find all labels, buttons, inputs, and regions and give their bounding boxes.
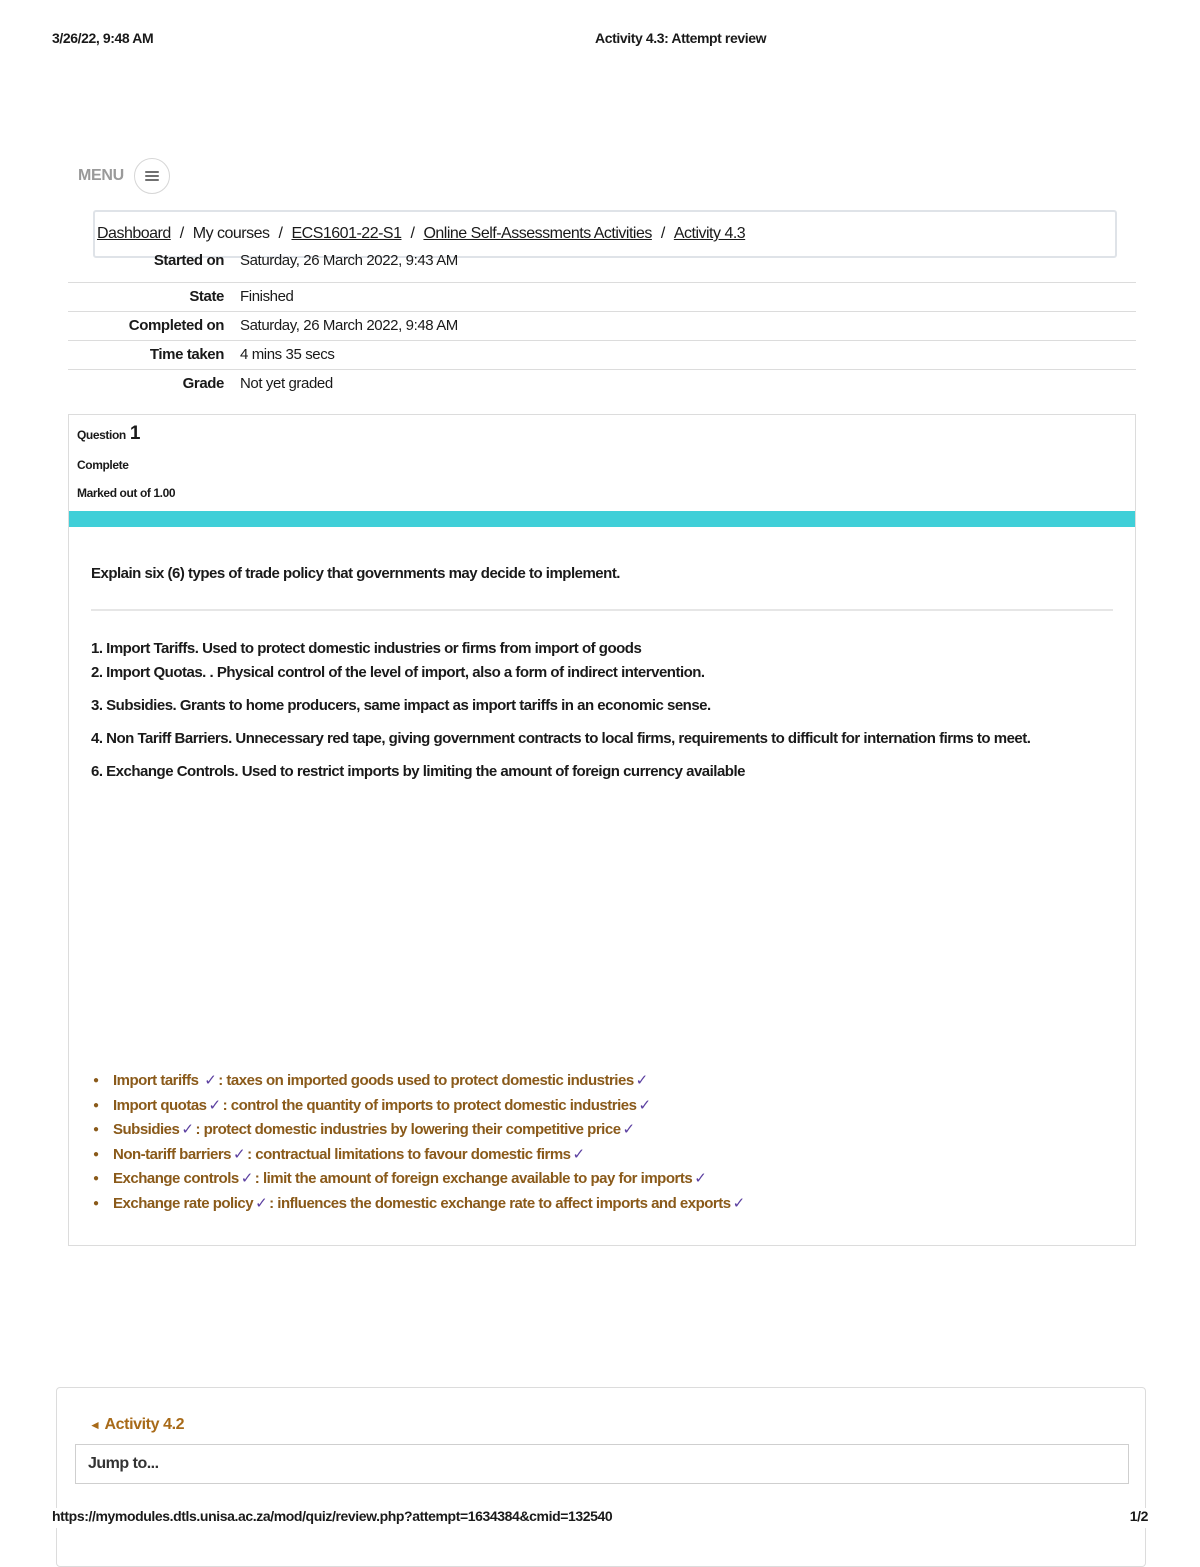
summary-row-time (68, 340, 1136, 369)
menu[interactable] (78, 156, 170, 196)
question-divider (91, 609, 1113, 611)
feedback-term: Exchange rate policy (113, 1194, 254, 1212)
summary-row-grade (68, 369, 1136, 398)
checkmark-icon: ✓ (204, 1072, 217, 1089)
summary-label: Completed on (128, 317, 224, 334)
checkmark-icon: ✓ (732, 1194, 745, 1212)
breadcrumb-separator: / (278, 225, 283, 242)
checkmark-icon: ✓ (572, 1145, 585, 1163)
breadcrumb-separator: / (179, 225, 184, 242)
question-number-label: Question (77, 428, 126, 442)
feedback-item: ● Import quotas ✓ : control the quantity of imports to protect domestic industries ✓ (93, 1094, 747, 1119)
checkmark-icon: ✓ (255, 1194, 268, 1212)
summary-row-completed (68, 311, 1136, 340)
feedback-term: Non-tariff barriers (113, 1145, 232, 1163)
menu-label[interactable]: MENU (78, 167, 124, 184)
print-footer (52, 1508, 1148, 1528)
menu-button[interactable] (134, 158, 170, 194)
feedback-term: Import quotas (113, 1096, 207, 1114)
activity-navigation (56, 1387, 1146, 1567)
question-number (77, 423, 175, 449)
checkmark-icon: ✓ (208, 1096, 221, 1114)
answer-line: 4. Non Tariff Barriers. Unnecessary red tape, giving government contracts to local firms, requirements to difficult for internation firms to meet. (91, 730, 1031, 747)
print-date: 3/26/22, 9:48 AM (52, 30, 154, 46)
summary-row-state (68, 282, 1136, 311)
summary-label: Started on (153, 252, 224, 269)
checkmark-icon: ✓ (240, 1170, 253, 1188)
feedback-item: ● Exchange controls ✓ : limit the amount of foreign exchange available to pay for imports ✓ (93, 1167, 747, 1192)
answer-line: 2. Import Quotas. . Physical control of the level of import, also a form of indirect intervention. (91, 664, 705, 681)
feedback-item: ● Non-tariff barriers ✓ : contractual limitations to favour domestic firms ✓ (93, 1143, 747, 1168)
summary-row-started (68, 252, 1136, 282)
summary-value: Saturday, 26 March 2022, 9:48 AM (240, 317, 458, 334)
checkmark-icon: ✓ (638, 1096, 651, 1114)
feedback-text: : influences the domestic exchange rate to affect imports and exports (269, 1194, 731, 1212)
checkmark-icon: ✓ (694, 1170, 707, 1188)
breadcrumb-separator: / (410, 225, 415, 242)
summary-value: 4 mins 35 secs (240, 346, 335, 363)
print-header (52, 30, 1148, 50)
question-card (68, 414, 1136, 1246)
arrow-left-icon: ◄ (89, 1418, 101, 1432)
checkmark-icon: ✓ (233, 1145, 246, 1163)
summary-value: Saturday, 26 March 2022, 9:43 AM (240, 252, 458, 269)
question-number-value: 1 (129, 423, 140, 444)
question-header-bar (69, 511, 1135, 527)
feedback-item: ● Exchange rate policy ✓ : influences the domestic exchange rate to affect imports and exports ✓ (93, 1192, 747, 1217)
previous-activity-label: Activity 4.2 (104, 1416, 185, 1433)
summary-label: State (189, 288, 224, 305)
previous-activity-link[interactable] (89, 1416, 184, 1434)
feedback-item: ● Import tariffs ✓ : taxes on imported goods used to protect domestic industries ✓ (93, 1069, 747, 1094)
feedback-text: : protect domestic industries by lowering their competitive price (195, 1121, 621, 1139)
feedback-text: : control the quantity of imports to protect domestic industries (222, 1096, 637, 1114)
question-state: Complete (77, 458, 129, 472)
feedback-term: Import tariffs (113, 1072, 199, 1089)
feedback-text: : contractual limitations to favour domestic firms (247, 1145, 571, 1163)
answer-line: 1. Import Tariffs. Used to protect domestic industries or firms from import of goods (91, 640, 642, 657)
question-text: Explain six (6) types of trade policy that governments may decide to implement. (91, 565, 620, 582)
feedback-text: : limit the amount of foreign exchange available to pay for imports (254, 1170, 693, 1188)
answer-response (91, 637, 1091, 793)
feedback-term: Exchange controls (113, 1170, 239, 1188)
hamburger-icon (145, 171, 159, 181)
summary-value: Not yet graded (240, 375, 333, 392)
summary-label: Time taken (149, 346, 224, 363)
feedback-term: Subsidies (113, 1121, 180, 1139)
summary-label: Grade (182, 375, 224, 392)
checkmark-icon: ✓ (181, 1121, 194, 1139)
breadcrumb-section[interactable]: Online Self-Assessments Activities (423, 225, 652, 242)
question-mark: Marked out of 1.00 (77, 486, 176, 500)
checkmark-icon: ✓ (622, 1121, 635, 1139)
answer-line: 6. Exchange Controls. Used to restrict imports by limiting the amount of foreign currency available (91, 763, 745, 780)
breadcrumb-dashboard[interactable]: Dashboard (97, 225, 171, 242)
feedback-item: ● Subsidies ✓ : protect domestic industries by lowering their competitive price ✓ (93, 1118, 747, 1143)
question-info (77, 423, 175, 507)
summary-value: Finished (240, 288, 294, 305)
breadcrumb-activity[interactable]: Activity 4.3 (673, 225, 746, 242)
print-page-number: 1/2 (1129, 1508, 1148, 1524)
breadcrumb-course[interactable]: ECS1601-22-S1 (291, 225, 402, 242)
answer-line: 3. Subsidies. Grants to home producers, same impact as import tariffs in an economic sense. (91, 697, 711, 714)
feedback-text: : taxes on imported goods used to protect domestic industries (218, 1072, 634, 1089)
breadcrumb-my-courses: My courses (192, 225, 270, 242)
breadcrumb (93, 210, 1117, 258)
attempt-summary-table (68, 252, 1136, 398)
grader-feedback-list (93, 1069, 747, 1217)
jump-to-select[interactable]: Jump to... (75, 1444, 1129, 1484)
print-title: Activity 4.3: Attempt review (595, 30, 767, 46)
checkmark-icon: ✓ (635, 1072, 648, 1089)
print-url: https://mymodules.dtls.unisa.ac.za/mod/quiz/review.php?attempt=1634384&cmid=132540 (52, 1508, 613, 1524)
breadcrumb-separator: / (660, 225, 665, 242)
